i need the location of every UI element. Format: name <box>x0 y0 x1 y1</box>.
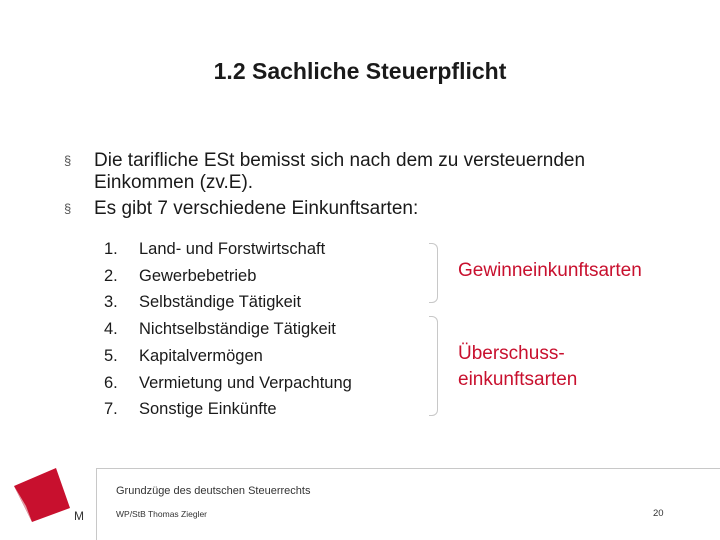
item-number: 4. <box>104 320 118 339</box>
footer-author: WP/StB Thomas Ziegler <box>116 509 208 519</box>
surplus-income-label <box>458 341 577 393</box>
university-logo <box>6 466 92 524</box>
bullet-list <box>64 150 624 224</box>
income-type-item <box>104 396 352 423</box>
item-number: 1. <box>104 240 118 258</box>
income-type-item <box>104 236 352 263</box>
footer-divider-vertical <box>96 468 97 540</box>
profit-income-label: Gewinneinkunftsarten <box>458 260 642 281</box>
profit-group-bracket <box>429 243 438 303</box>
item-label: Nichtselbständige Tätigkeit <box>139 320 336 339</box>
slide-title: 1.2 Sachliche Steuerpflicht <box>213 58 507 84</box>
bullet-text: Es gibt 7 verschiedene Einkunftsarten: <box>94 198 419 219</box>
income-type-item <box>104 316 352 343</box>
surplus-group-bracket <box>429 316 438 416</box>
item-label: Kapitalvermögen <box>139 346 263 365</box>
bullet-item <box>64 150 624 194</box>
item-number: 3. <box>104 293 118 312</box>
income-type-item <box>104 370 352 397</box>
surplus-label-line-2: einkunftsarten <box>458 369 578 390</box>
income-types-list <box>104 236 352 423</box>
footer-divider-horizontal <box>96 468 720 469</box>
footer-course-title: Grundzüge des deutschen Steuerrechts <box>116 485 311 497</box>
logo-letter: M <box>74 509 84 523</box>
logo-red-shape <box>14 468 70 522</box>
bullet-text: Die tarifliche ESt bemisst sich nach dem zu versteuernden Einkommen (zv.E). <box>94 150 586 193</box>
bullet-item <box>64 198 624 220</box>
surplus-label-line-1: Überschuss- <box>458 343 565 364</box>
item-number: 2. <box>104 266 118 285</box>
income-type-item <box>104 263 352 290</box>
item-number: 6. <box>104 373 118 392</box>
page-number: 20 <box>653 508 664 519</box>
income-type-item <box>104 289 352 316</box>
item-label: Sonstige Einkünfte <box>139 400 277 419</box>
item-label: Selbständige Tätigkeit <box>139 293 302 312</box>
item-number: 5. <box>104 346 118 365</box>
item-label: Vermietung und Verpachtung <box>139 373 352 392</box>
section-bullet-icon: § <box>64 153 72 168</box>
section-bullet-icon: § <box>64 201 72 216</box>
item-number: 7. <box>104 400 118 419</box>
item-label: Gewerbebetrieb <box>139 266 257 285</box>
item-label: Land- und Forstwirtschaft <box>139 240 326 258</box>
income-type-item <box>104 343 352 370</box>
